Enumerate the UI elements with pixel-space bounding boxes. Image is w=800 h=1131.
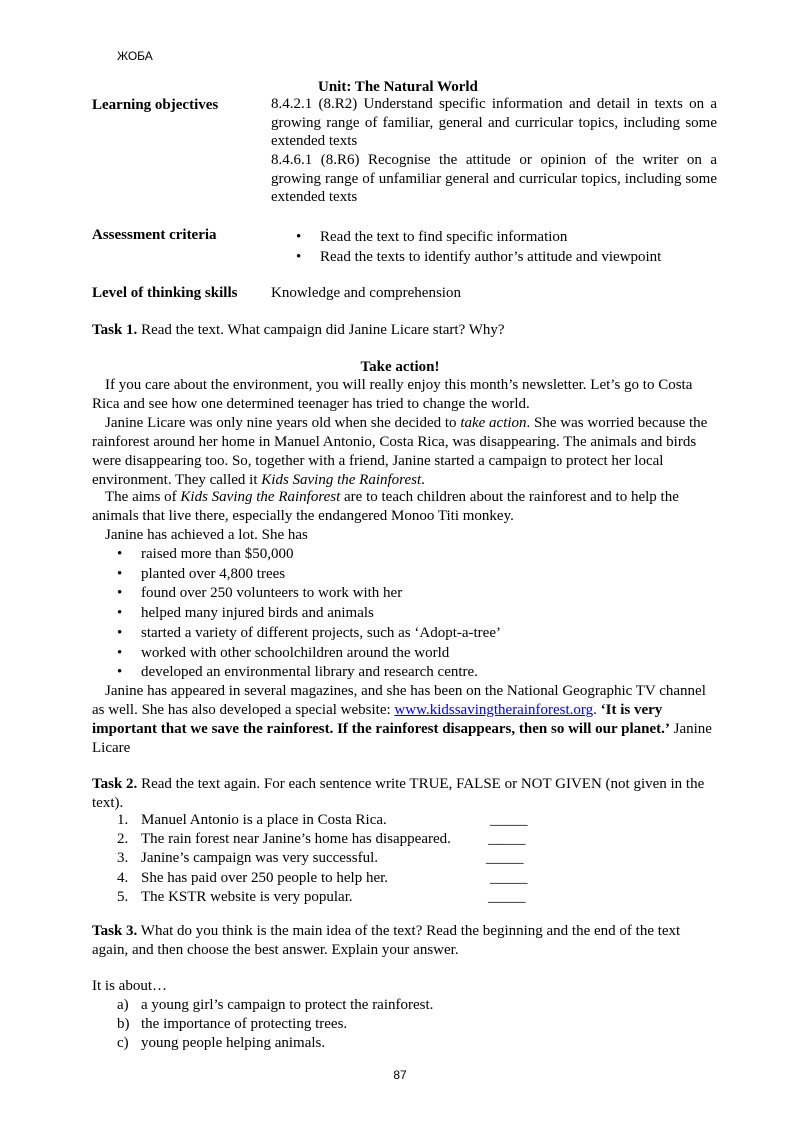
criteria-item: • Read the text to find specific information — [296, 227, 661, 247]
list-item: • worked with other schoolchildren around the world — [141, 644, 501, 664]
item-number: 3. — [117, 850, 129, 867]
statement-text: The KSTR website is very popular. — [141, 888, 353, 905]
statement-text: She has paid over 250 people to help her. — [141, 869, 389, 886]
item-number: 4. — [117, 869, 129, 886]
website-link[interactable]: www.kidssavingtherainforest.org — [394, 702, 594, 718]
story-paragraph-2 — [92, 414, 720, 490]
task-3-label: Task 3. — [92, 923, 138, 939]
achievements-list — [141, 545, 501, 683]
page-header: ЖОБА — [117, 49, 153, 63]
story-text: Janine Licare — [92, 721, 712, 756]
learning-objective-2: 8.4.6.1 (8.R6) Recognise the attitude or opinion of the writer on a growing range of unfamiliar general and curricular topics, including some extended texts — [271, 152, 717, 206]
task-3 — [92, 922, 708, 961]
task-1-label: Task 1. — [92, 322, 138, 338]
list-item: • developed an environmental library and research centre. — [141, 663, 501, 683]
task-3-lead: It is about… — [92, 978, 167, 994]
story-text: . — [593, 702, 601, 718]
statement-text: The rain forest near Janine’s home has disappeared. — [141, 831, 451, 848]
task-2-text: Read the text again. For each sentence write TRUE, FALSE or NOT GIVEN (not given in the text). — [92, 776, 705, 812]
story-title: Take action! — [360, 359, 440, 375]
story-text: . — [421, 472, 425, 488]
option-text: a young girl’s campaign to protect the rainforest. — [141, 997, 434, 1013]
task-2 — [92, 775, 722, 814]
answer-blank[interactable]: _____ — [486, 850, 524, 867]
criteria-item: • Read the texts to identify author’s attitude and viewpoint — [296, 247, 661, 267]
story-emphasis: Kids Saving the Rainforest — [261, 472, 422, 488]
task-3-text: What do you think is the main idea of the text? Read the beginning and the end of the text again, and then choose the best answer. Explain your answer. — [92, 923, 681, 959]
story-text: The aims of — [105, 489, 181, 505]
option-letter: b) — [117, 1016, 130, 1032]
story-text: Janine has appeared in several magazines, and she has been on the National Geographic TV channel as well. She has also developed a special website: — [92, 683, 706, 718]
unit-title: Unit: The Natural World — [318, 79, 478, 95]
option-text: the importance of protecting trees. — [141, 1016, 348, 1032]
page-number: 87 — [393, 1068, 407, 1082]
task-1 — [92, 321, 712, 340]
statement-text: Janine’s campaign was very successful. — [141, 850, 379, 867]
statement-text: Manuel Antonio is a place in Costa Rica. — [141, 812, 387, 828]
list-item: • raised more than $50,000 — [141, 545, 501, 565]
assessment-criteria-list — [296, 227, 661, 267]
story-paragraph-5 — [92, 682, 716, 758]
answer-blank[interactable]: _____ — [488, 831, 526, 848]
item-number: 1. — [117, 812, 129, 828]
story-paragraph-3 — [92, 488, 720, 526]
list-item: • helped many injured birds and animals — [141, 604, 501, 624]
story-paragraph-4: Janine has achieved a lot. She has — [105, 527, 308, 543]
list-item: • started a variety of different projects, such as ‘Adopt-a-tree’ — [141, 624, 501, 644]
assessment-criteria-label: Assessment criteria — [92, 227, 217, 243]
option-letter: c) — [117, 1035, 129, 1051]
answer-blank[interactable]: _____ — [488, 888, 526, 905]
story-text: are to teach children about the rainforest and to help the animals that live there, especially the endangered Monoo Titi monkey. — [92, 489, 679, 524]
item-number: 2. — [117, 831, 129, 848]
thinking-skills-label: Level of thinking skills — [92, 285, 238, 301]
item-number: 5. — [117, 888, 129, 905]
learning-objective-1: 8.4.2.1 (8.R2) Understand specific information and detail in texts on a growing range of familiar, general and curricular topics, including some extended texts — [271, 96, 717, 150]
option-text: young people helping animals. — [141, 1035, 326, 1051]
list-item: • planted over 4,800 trees — [141, 565, 501, 585]
option-letter: a) — [117, 997, 129, 1013]
learning-objectives-label: Learning objectives — [92, 97, 219, 113]
story-emphasis: take action — [460, 415, 527, 431]
answer-blank[interactable]: _____ — [490, 812, 528, 828]
story-emphasis: Kids Saving the Rainforest — [180, 489, 341, 505]
story-paragraph-1: If you care about the environment, you will really enjoy this month’s newsletter. Let’s go to Costa Rica and see how one determined teenager has tried to change the world. — [92, 377, 693, 412]
story-text: . She was worried because the rainforest around her home in Manuel Antonio, Costa Rica, was disappearing. The animals and birds were disappearing too. So, together with a friend, Janine started a campaign to protect her local environment. They called it — [92, 415, 708, 488]
answer-blank[interactable]: _____ — [490, 869, 528, 886]
task-2-label: Task 2. — [92, 776, 138, 792]
task-1-text: Read the text. What campaign did Janine Licare start? Why? — [137, 322, 505, 338]
list-item: • found over 250 volunteers to work with her — [141, 584, 501, 604]
janine-quote: ‘It is very important that we save the rainforest. If the rainforest disappears, then so will our planet.’ — [92, 702, 670, 737]
story-text: Janine Licare was only nine years old when she decided to — [105, 415, 461, 431]
thinking-skills-value: Knowledge and comprehension — [271, 285, 461, 301]
